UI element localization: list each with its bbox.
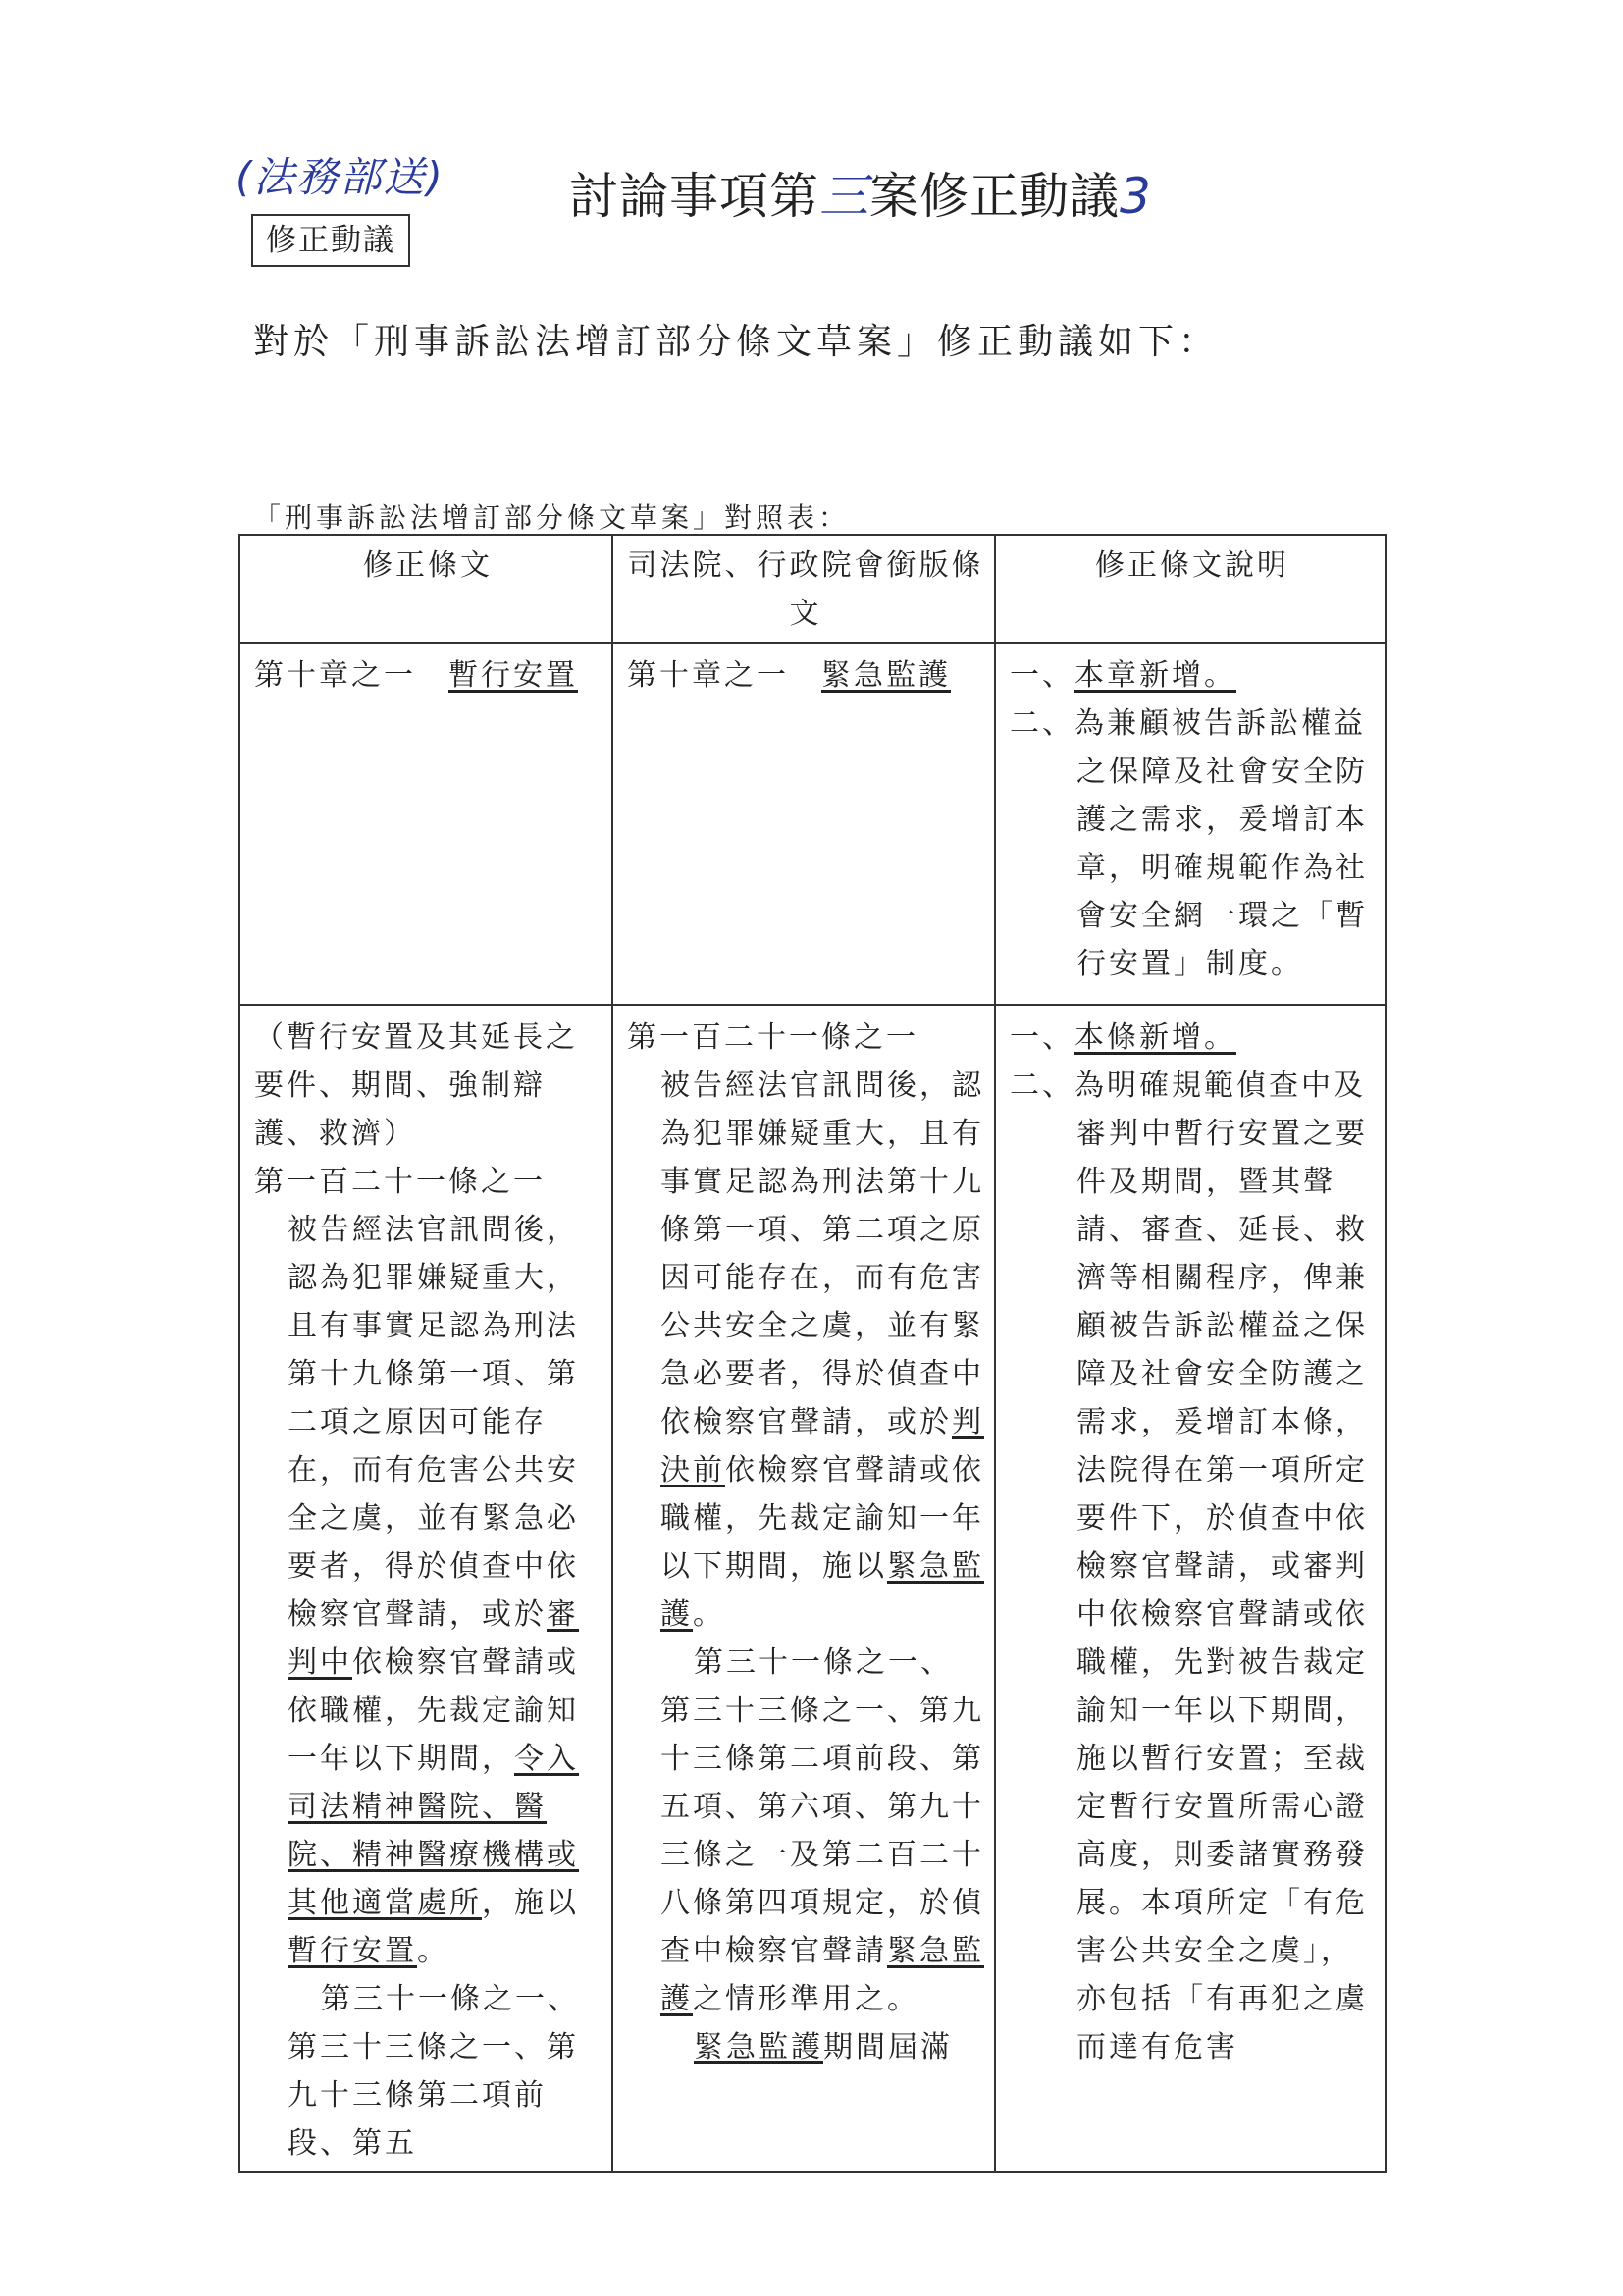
table-header-row [239, 535, 1386, 643]
title-number: 三 [819, 168, 869, 225]
motion-label-box: 修正動議 [251, 214, 410, 267]
handwritten-note: (法務部送) [236, 153, 445, 201]
table-row [239, 1005, 1386, 2172]
table-row [239, 643, 1386, 1005]
row2-explanation-cell: 一、本條新增。 二、為明確規範偵查中及審判中暫行安置之要件及期間，暨其聲請、審查、延長、救濟等相關程序，俾兼顧被告訴訟權益之保障及社會安全防護之需求，爰增訂本條，法院得在第一項所定要件下，於偵查中依檢察官聲請，或審判中依檢察官聲請或依職權，先對被告裁定諭知一年以下期間，施以暫行安置；至裁定暫行安置所需心證高度，則委諸實務發展。本項所定「有危害公共安全之虞」，亦包括「有再犯之虞而達有危害 [995, 1005, 1386, 2172]
header-explanation: 修正條文說明 [995, 535, 1386, 643]
table-caption: 「刑事訴訟法增訂部分條文草案」對照表： [253, 501, 851, 534]
header-joint-version: 司法院、行政院會銜版條文 [612, 535, 995, 643]
row2-revised-cell: （暫行安置及其延長之要件、期間、強制辯護、救濟） 第一百二十一條之一 被告經法官訊問後，認為犯罪嫌疑重大，且有事實足認為刑法第十九條第一項、第二項之原因可能存在，而有危害公共安全之虞，並有緊急必要者，得於偵查中依檢察官聲請，或於審判中依檢察官聲請或依職權，先裁定諭知一年以下期間，令入司法精神醫院、醫院、精神醫療機構或其他適當處所，施以暫行安置。 第三十一條之一、第三十三條之一、第九十三條第二項前段、第五 [239, 1005, 612, 2172]
row1-joint-cell: 第十章之一 緊急監護 [612, 643, 995, 1005]
title-suffix: 3 [1120, 168, 1152, 225]
title-middle: 案修正動議 [869, 168, 1120, 225]
row1-revised-cell: 第十章之一 暫行安置 [239, 643, 612, 1005]
document-title [569, 157, 1152, 228]
title-prefix: 討論事項第 [569, 168, 819, 225]
row2-joint-cell: 第一百二十一條之一 被告經法官訊問後，認為犯罪嫌疑重大，且有事實足認為刑法第十九條第一項、第二項之原因可能存在，而有危害公共安全之虞，並有緊急必要者，得於偵查中依檢察官聲請，或於判決前依檢察官聲請或依職權，先裁定諭知一年以下期間，施以緊急監護。 第三十一條之一、第三十三條之一、第九十三條第二項前段、第五項、第六項、第九十三條之一及第二百二十八條第四項規定，於偵查中檢察官聲請緊急監護之情形準用之。 緊急監護期間屆滿 [612, 1005, 995, 2172]
header-revised-article: 修正條文 [239, 535, 612, 643]
chapter-name-joint: 緊急監護 [821, 658, 951, 693]
intro-text: 對於「刑事訴訟法增訂部分條文草案」修正動議如下： [253, 322, 1220, 362]
row1-explanation-cell: 一、本章新增。 二、為兼顧被告訴訟權益之保障及社會安全防護之需求，爰增訂本章，明確規範作為社會安全網一環之「暫行安置」制度。 [995, 643, 1386, 1005]
chapter-name-revised: 暫行安置 [448, 658, 578, 693]
comparison-table [238, 534, 1387, 2173]
